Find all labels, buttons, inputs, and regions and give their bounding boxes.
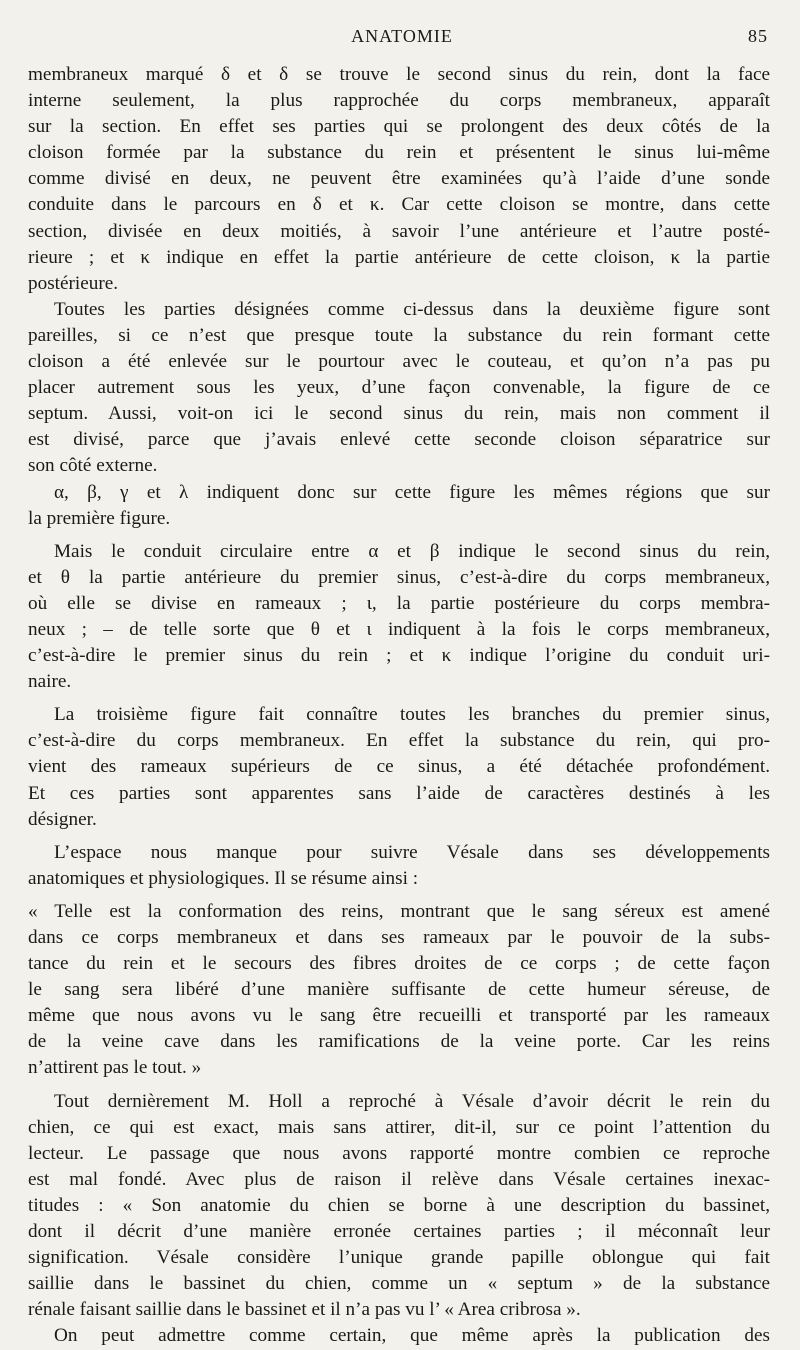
text-line: Toutes les parties désignées comme ci-dessus dans la deuxième figure sont [54,298,770,320]
text-line: n’attirent pas le tout. » [28,1057,202,1079]
text-line: signification. Vésale considère l’unique grande papille oblongue qui fait [28,1247,770,1269]
text-line: cloison formée par la substance du rein et présentent le sinus lui-même [28,142,770,164]
text-line: saillie dans le bassinet du chien, comme un « septum » de la substance [28,1273,770,1295]
text-line: comme divisé en deux, ne peuvent être examinées qu’à l’aide d’une sonde [28,168,770,190]
text-line: est mal fondé. Avec plus de raison il relève dans Vésale certaines inexac- [28,1168,770,1190]
text-line: anatomiques et physiologiques. Il se résume ainsi : [28,867,419,889]
text-line: section, divisée en deux moitiés, à savoir l’une antérieure et l’autre posté- [28,220,770,242]
text-line: lecteur. Le passage que nous avons rapporté montre combien ce reproche [28,1142,770,1164]
text-line: dans ce corps membraneux et dans ses rameaux par le pouvoir de la subs- [28,927,770,948]
text-line: où elle se divise en rameaux ; ι, la partie postérieure du corps membra- [28,592,770,614]
text-line: c’est-à-dire du corps membraneux. En effet la substance du rein, qui pro- [28,730,770,752]
text-line: septum. Aussi, voit-on ici le second sinus du rein, mais non comment il [28,403,770,425]
text-line: interne seulement, la plus rapprochée du corps membraneux, apparaît [28,90,770,112]
text-line: la première figure. [28,507,171,529]
page-header [28,26,776,52]
text-line: rénale faisant saillie dans le bassinet et il n’a pas vu l’ « Area cribrosa ». [28,1299,581,1321]
text-line: chien, ce qui est exact, mais sans attirer, dit-il, sur ce point l’attention du [28,1116,770,1138]
text-line: α, β, γ et λ indiquent donc sur cette figure les mêmes régions que sur [54,481,770,503]
page-number: 85 [748,26,768,46]
text-line: cloison a été enlevée sur le pourtour avec le couteau, et qu’on n’a pas pu [28,351,770,373]
text-line: L’espace nous manque pour suivre Vésale dans ses développements [54,841,770,863]
text-line: et θ la partie antérieure du premier sinus, c’est-à-dire du corps membraneux, [28,566,770,588]
text-line: titudes : « Son anatomie du chien se borne à une description du bassinet, [28,1194,770,1216]
text-line: désigner. [28,808,97,830]
text-line: conduite dans le parcours en δ et κ. Car cette cloison se montre, dans cette [28,194,770,216]
text-line: postérieure. [28,272,119,294]
text-line: tance du rein et le secours des fibres droites de ce corps ; de cette façon [28,953,770,975]
text-line: pareilles, si ce n’est que presque toute la substance du rein formant cette [28,324,770,346]
text-line: « Telle est la conformation des reins, montrant que le sang séreux est amené [28,900,770,922]
text-line: rieure ; et κ indique en effet la partie antérieure de cette cloison, κ la partie [28,246,770,268]
text-line: vient des rameaux supérieurs de ce sinus, a été détachée profondément. [28,756,770,778]
text-line: Et ces parties sont apparentes sans l’aide de caractères destinés à les [28,782,770,804]
text-line: naire. [28,671,72,693]
text-line: c’est-à-dire le premier sinus du rein ; et κ indique l’origine du conduit uri- [28,645,770,667]
text-line: placer autrement sous les yeux, d’une façon convenable, la figure de ce [28,377,770,399]
text-line: neux ; – de telle sorte que θ et ι indiquent à la fois le corps membraneux, [28,618,770,640]
text-line: On peut admettre comme certain, que même après la publication des [54,1325,770,1347]
text-line: le sang sera libéré d’une manière suffisante de cette humeur séreuse, de [28,979,770,1001]
text-line: dont il décrit d’une manière erronée certaines parties ; il méconnaît leur [28,1221,770,1243]
text-line: Tout dernièrement M. Holl a reproché à Vésale d’avoir décrit le rein du [54,1090,770,1112]
body-text [28,62,770,1350]
text-line: Mais le conduit circulaire entre α et β indique le second sinus du rein, [54,540,770,562]
text-line: est divisé, parce que j’avais enlevé cette seconde cloison séparatrice sur [28,429,770,451]
text-line: son côté externe. [28,455,158,477]
text-line: La troisième figure fait connaître toutes les branches du premier sinus, [54,704,770,726]
running-title: ANATOMIE [351,26,453,46]
text-line: même que nous avons vu le sang être recueilli et transporté par les rameaux [28,1005,770,1027]
text-line: membraneux marqué δ et δ se trouve le second sinus du rein, dont la face [28,64,770,85]
text-line: de la veine cave dans les ramifications de la veine porte. Car les reins [28,1031,770,1053]
text-line: sur la section. En effet ses parties qui se prolongent des deux côtés de la [28,116,770,138]
